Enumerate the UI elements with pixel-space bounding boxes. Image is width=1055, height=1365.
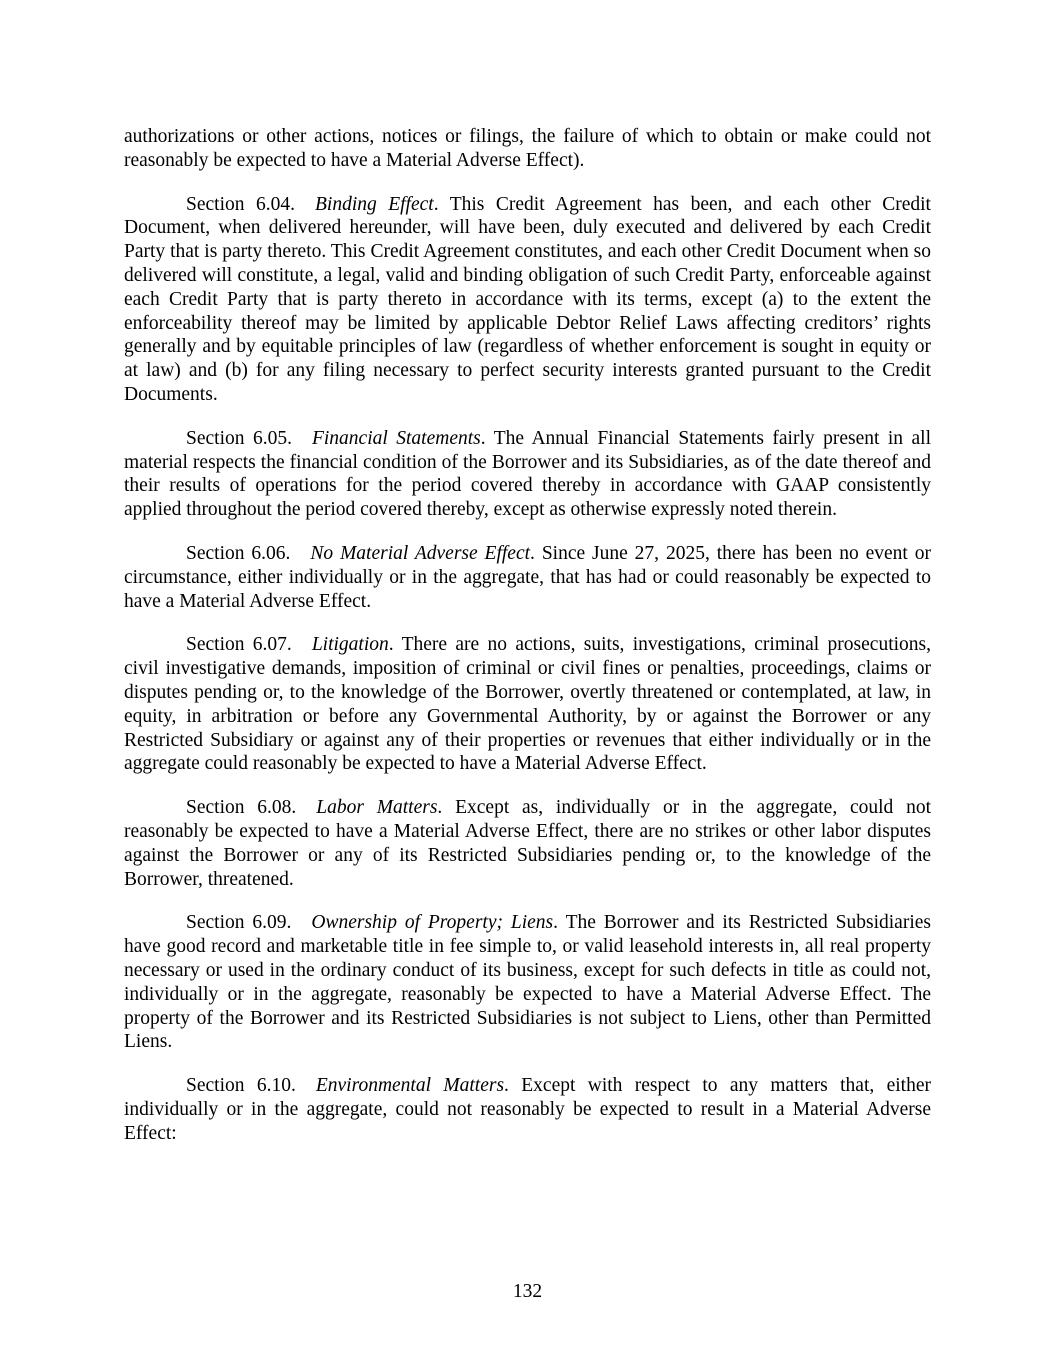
section-text: The Annual Financial Statements fairly present in all material respects the financial condition of the Borrower and its Subsidiaries, as of the date thereof and their results of operations for the period covered thereby in accordance with GAAP consistently applied throughout the period covered thereby, except as otherwise expressly noted therein. bbox=[124, 427, 931, 521]
section-6-07: Section 6.07. Litigation. There are no actions, suits, investigations, criminal prosecutions, civil investigative demands, imposition of criminal or civil fines or penalties, proceedings, claims or disputes pending or, to the knowledge of the Borrower, overtly threatened or contemplated, at law, in equity, in arbitration or before any Governmental Authority, by or against the Borrower or any Restricted Subsidiary or against any of their properties or revenues that either individually or in the aggregate could reasonably be expected to have a Material Adverse Effect. bbox=[124, 634, 931, 775]
section-6-09: Section 6.09. Ownership of Property; Liens. The Borrower and its Restricted Subsidiaries have good record and marketable title in fee simple to, or valid leasehold interests in, all real property necessary or used in the ordinary conduct of its business, except for such defects in title as could not, individually or in the aggregate, reasonably be expected to have a Material Adverse Effect. The property of the Borrower and its Restricted Subsidiaries is not subject to Liens, other than Permitted Liens. bbox=[124, 912, 931, 1053]
section-number: Section 6.10. bbox=[186, 1075, 296, 1097]
section-text: There are no actions, suits, investigations, criminal prosecutions, civil investigative demands, imposition of criminal or civil fines or penalties, proceedings, claims or disputes pending or, to the knowledge of the Borrower, overtly threatened or contemplated, at law, in equity, in arbitration or before any Governmental Authority, by or against the Borrower or any Restricted Subsidiary or against any of their properties or revenues that either individually or in the aggregate could reasonably be expected to have a Material Adverse Effect. bbox=[124, 634, 931, 775]
section-6-05: Section 6.05. Financial Statements. The Annual Financial Statements fairly present in all material respects the financial condition of the Borrower and its Subsidiaries, as of the date thereof and their results of operations for the period covered thereby in accordance with GAAP consistently applied throughout the period covered thereby, except as otherwise expressly noted therein. bbox=[124, 427, 931, 521]
section-text: This Credit Agreement has been, and each other Credit Document, when delivered hereunder, will have been, duly executed and delivered by each Credit Party that is party thereto. This Credit Agreement constitutes, and each other Credit Document when so delivered will constitute, a legal, valid and binding obligation of such Credit Party, enforceable against each Credit Party that is party thereto in accordance with its terms, except (a) to the extent the enforceability thereof may be limited by applicable Debtor Relief Laws affecting creditors’ rights generally and by equitable principles of law (regardless of whether enforcement is sought in equity or at law) and (b) for any filing necessary to perfect security interests granted pursuant to the Credit Documents. bbox=[124, 193, 931, 405]
section-text: Except as, individually or in the aggregate, could not reasonably be expected to have a Material Adverse Effect, there are no strikes or other labor disputes against the Borrower or any of its Restricted Subsidiaries pending or, to the knowledge of the Borrower, threatened. bbox=[124, 797, 931, 890]
section-number: Section 6.09. bbox=[186, 912, 292, 934]
section-heading: Binding Effect bbox=[314, 193, 434, 215]
section-6-06: Section 6.06. No Material Adverse Effect. Since June 27, 2025, there has been no event or circumstance, either individually or in the aggregate, that has had or could reasonably be expected to have a Material Adverse Effect. bbox=[124, 542, 931, 612]
section-heading: Ownership of Property; Liens bbox=[311, 912, 554, 934]
section-number: Section 6.05. bbox=[186, 427, 292, 449]
section-6-04: Section 6.04. Binding Effect. This Credit Agreement has been, and each other Credit Document, when delivered hereunder, will have been, duly executed and delivered by each Credit Party that is party thereto. This Credit Agreement constitutes, and each other Credit Document when so delivered will constitute, a legal, valid and binding obligation of such Credit Party, enforceable against each Credit Party that is party thereto in accordance with its terms, except (a) to the extent the enforceability thereof may be limited by applicable Debtor Relief Laws affecting creditors’ rights generally and by equitable principles of law (regardless of whether enforcement is sought in equity or at law) and (b) for any filing necessary to perfect security interests granted pursuant to the Credit Documents. bbox=[124, 193, 931, 405]
page-number: 132 bbox=[512, 1281, 543, 1302]
section-heading: No Material Adverse Effect bbox=[310, 542, 531, 564]
continuation-paragraph: authorizations or other actions, notices or filings, the failure of which to obtain or make could not reasonably be expected to have a Material Adverse Effect). bbox=[124, 126, 931, 171]
section-text: Except with respect to any matters that, either individually or in the aggregate, could not reasonably be expected to result in a Material Adverse Effect: bbox=[124, 1075, 931, 1144]
section-heading: Environmental Matters bbox=[315, 1075, 505, 1097]
section-number: Section 6.04. bbox=[186, 193, 295, 215]
document-body bbox=[124, 125, 931, 1165]
section-text: Since June 27, 2025, there has been no event or circumstance, either individually or in the aggregate, that has had or could reasonably be expected to have a Material Adverse Effect. bbox=[124, 542, 931, 612]
section-heading: Labor Matters bbox=[316, 797, 438, 819]
section-text: The Borrower and its Restricted Subsidiaries have good record and marketable title in fee simple to, or valid leasehold interests in, all real property necessary or used in the ordinary conduct of its business, except for such defects in title as could not, individually or in the aggregate, reasonably be expected to have a Material Adverse Effect. The property of the Borrower and its Restricted Subsidiaries is not subject to Liens, other than Permitted Liens. bbox=[124, 912, 931, 1053]
section-heading: Litigation bbox=[311, 634, 389, 656]
section-heading: Financial Statements bbox=[311, 427, 481, 449]
section-6-08: Section 6.08. Labor Matters. Except as, individually or in the aggregate, could not reasonably be expected to have a Material Adverse Effect, there are no strikes or other labor disputes against the Borrower or any of its Restricted Subsidiaries pending or, to the knowledge of the Borrower, threatened. bbox=[124, 797, 931, 890]
section-6-10: Section 6.10. Environmental Matters. Except with respect to any matters that, either individually or in the aggregate, could not reasonably be expected to result in a Material Adverse Effect: bbox=[124, 1075, 931, 1144]
section-number: Section 6.08. bbox=[186, 797, 297, 819]
section-number: Section 6.07. bbox=[186, 634, 292, 656]
section-number: Section 6.06. bbox=[186, 542, 291, 564]
